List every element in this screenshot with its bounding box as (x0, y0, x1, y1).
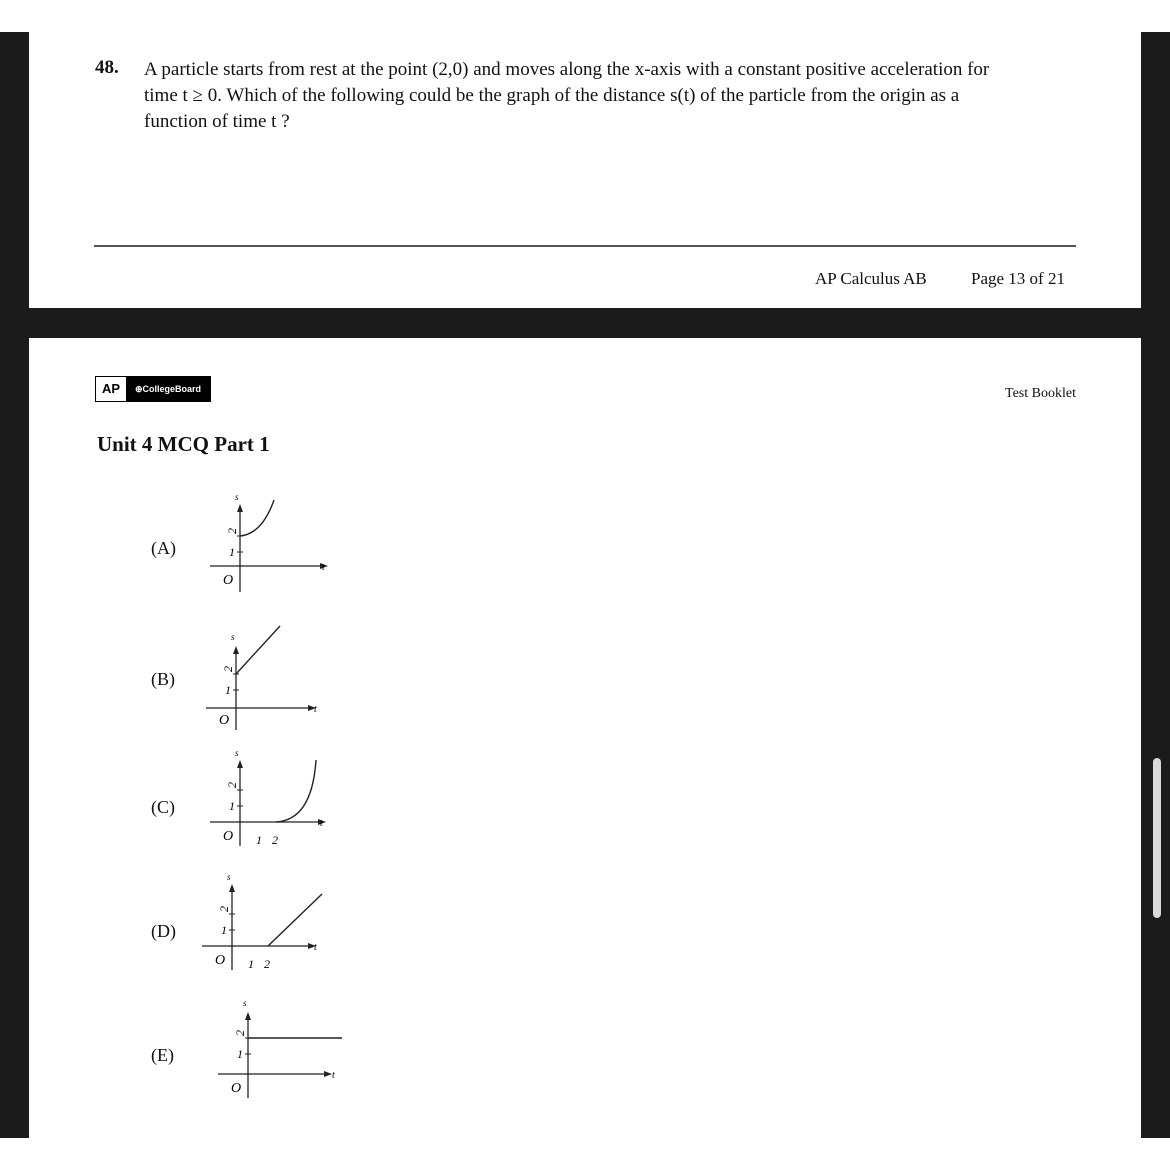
x-tick-label: 2 (264, 957, 270, 971)
origin-label: O (215, 953, 226, 968)
x-axis-label: t (322, 562, 325, 573)
y-axis-label: s (227, 872, 231, 882)
collegeboard-logo-text: ⊕CollegeBoard (126, 377, 210, 401)
origin-label: O (219, 713, 230, 728)
x-tick-label: 2 (272, 833, 278, 847)
unit-title: Unit 4 MCQ Part 1 (97, 432, 270, 456)
question-line: A particle starts from rest at the point (2,0) and moves along the x-axis with a constant positive acceleration for (144, 59, 990, 80)
choice-d-graph (196, 868, 336, 983)
curve (276, 760, 316, 822)
origin-label: O (223, 573, 234, 588)
choice-e-label[interactable]: (E) (151, 1045, 174, 1065)
choice-b-label[interactable]: (B) (151, 669, 175, 689)
y-axis-arrow (237, 504, 243, 512)
y-tick-label: 2 (221, 666, 235, 672)
x-axis-label: t (314, 704, 317, 715)
x-axis-label: t (332, 1070, 335, 1081)
line (236, 626, 280, 674)
footer-page-number: Page 13 of 21 (971, 269, 1065, 288)
y-tick-label: 2 (225, 528, 239, 534)
scrollbar-thumb[interactable] (1153, 758, 1161, 918)
choice-c-label[interactable]: (C) (151, 797, 175, 817)
footer-course: AP Calculus AB (815, 269, 927, 288)
y-tick-label: 1 (225, 683, 231, 697)
test-booklet-label: Test Booklet (1005, 386, 1076, 401)
choice-e-graph (208, 992, 348, 1107)
y-axis-label: s (235, 492, 239, 502)
y-axis-arrow (237, 760, 243, 768)
x-tick-label: 1 (248, 957, 254, 971)
y-axis-arrow (245, 1012, 251, 1020)
ap-logo-text: AP (96, 377, 126, 401)
choice-b-graph (200, 620, 340, 735)
bottom-band (0, 1138, 1170, 1170)
choice-c-graph (200, 744, 340, 859)
choice-d-label[interactable]: (D) (151, 921, 176, 941)
y-axis-label: s (235, 748, 239, 758)
question-number: 48. (95, 57, 119, 78)
x-axis-label: t (320, 818, 323, 829)
footer-divider (94, 245, 1076, 247)
y-axis-arrow (229, 884, 235, 892)
y-tick-label: 1 (229, 799, 235, 813)
y-tick-label: 1 (229, 545, 235, 559)
page-14 (29, 338, 1141, 1138)
x-tick-label: 1 (256, 833, 262, 847)
x-axis-label: t (314, 942, 317, 953)
x-axis-arrow (324, 1071, 332, 1077)
top-band (0, 0, 1170, 32)
choice-a-label[interactable]: (A) (151, 538, 176, 558)
question-line: function of time t ? (144, 111, 290, 132)
y-tick-label: 2 (233, 1030, 247, 1036)
y-axis-arrow (233, 646, 239, 654)
y-tick-label: 2 (217, 906, 231, 912)
line (268, 894, 322, 946)
choice-a-graph (200, 488, 340, 603)
y-tick-label: 1 (221, 923, 227, 937)
origin-label: O (231, 1081, 242, 1096)
question-line: time t ≥ 0. Which of the following could be the graph of the distance s(t) of the particle from the origin as a (144, 85, 960, 106)
ap-collegeboard-logo (95, 376, 211, 402)
y-axis-label: s (243, 998, 247, 1008)
y-axis-label: s (231, 632, 235, 642)
curve (240, 500, 274, 536)
origin-label: O (223, 829, 234, 844)
y-tick-label: 2 (225, 782, 239, 788)
question-text (144, 57, 1044, 135)
y-tick-label: 1 (237, 1047, 243, 1061)
